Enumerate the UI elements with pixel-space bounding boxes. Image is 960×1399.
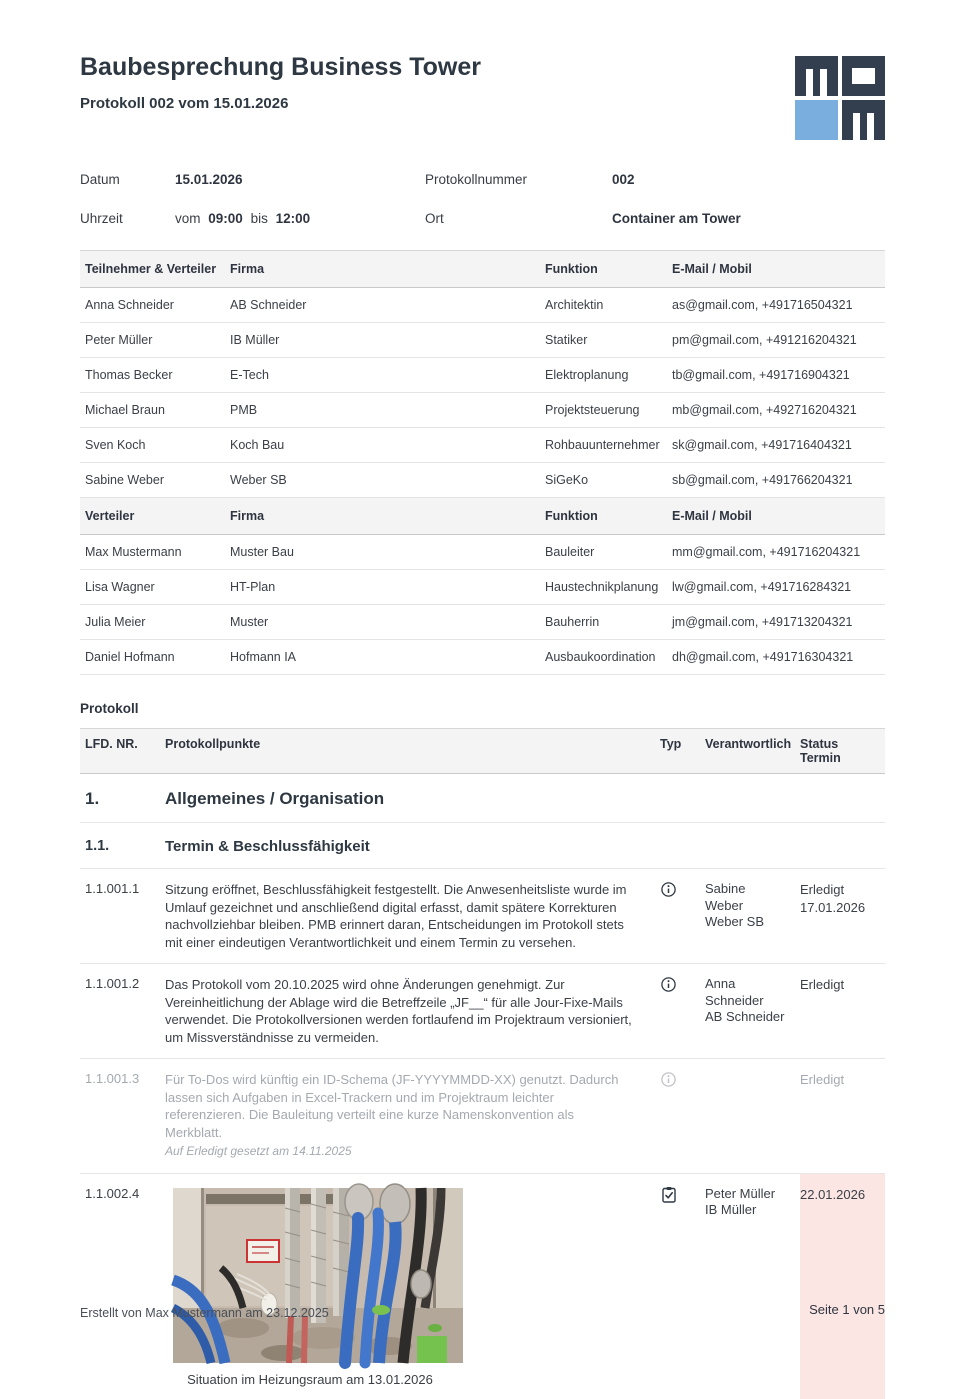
uhrzeit-value xyxy=(175,211,425,226)
item-status-cell xyxy=(800,1174,885,1399)
col-header-punkte: Protokollpunkte xyxy=(165,737,261,751)
item-number: 1.1.002.4 xyxy=(85,1185,140,1201)
col-header-lfd-nr: LFD. NR. xyxy=(85,737,138,751)
meta-row-date xyxy=(80,172,885,187)
status-text: Erledigt xyxy=(800,882,845,897)
table-row xyxy=(80,535,885,570)
item-number: 1.1.001.1 xyxy=(85,881,140,896)
col-header-firma: Firma xyxy=(230,262,265,276)
distribution-email: jm@gmail.com, +491713204321 xyxy=(672,615,853,629)
table-row xyxy=(80,428,885,463)
distribution-name: Lisa Wagner xyxy=(85,580,155,594)
participant-firma: E-Tech xyxy=(230,368,269,382)
subsection-title: Termin & Beschlussfähigkeit xyxy=(165,838,370,855)
participant-funktion: Elektroplanung xyxy=(545,368,629,382)
item-typ-cell xyxy=(660,964,705,1058)
meta-section xyxy=(80,172,885,226)
termin-text: 22.01.2026 xyxy=(800,1186,866,1202)
photo-caption: Situation im Heizungsraum am 13.01.2026 xyxy=(187,1371,433,1387)
distribution-table-header xyxy=(80,498,885,535)
participant-email: tb@gmail.com, +491716904321 xyxy=(672,368,850,382)
participant-funktion: Projektsteuerung xyxy=(545,403,640,417)
section-title: Allgemeines / Organisation xyxy=(165,789,385,808)
responsible-firm: AB Schneider xyxy=(705,1009,785,1024)
col-header-name: Teilnehmer & Verteiler xyxy=(85,262,217,276)
uhrzeit-vom-label: vom xyxy=(175,211,201,226)
ort-label: Ort xyxy=(425,211,444,226)
protocol-heading: Protokoll xyxy=(80,701,139,716)
participant-name: Thomas Becker xyxy=(85,368,173,382)
item-status-note: Auf Erledigt gesetzt am 14.11.2025 xyxy=(165,1144,352,1158)
responsible-name: Anna Schneider xyxy=(705,976,764,1008)
col-header-verantwortlich: Verantwortlich xyxy=(705,737,792,751)
distribution-email: lw@gmail.com, +491716284321 xyxy=(672,580,852,594)
responsible-name: Peter Müller xyxy=(705,1185,776,1201)
termin-text: 17.01.2026 xyxy=(800,899,866,915)
distribution-email: mm@gmail.com, +491716204321 xyxy=(672,545,861,559)
participant-funktion: Statiker xyxy=(545,333,588,347)
participants-table xyxy=(80,250,885,675)
protocol-item-row xyxy=(80,1059,885,1174)
participants-table-header xyxy=(80,251,885,288)
participant-email: sk@gmail.com, +491716404321 xyxy=(672,438,852,452)
item-responsible xyxy=(705,869,800,963)
item-status-cell xyxy=(800,1059,885,1173)
uhrzeit-von-value: 09:00 xyxy=(208,211,243,226)
item-status-cell xyxy=(800,869,885,963)
company-logo xyxy=(795,56,885,140)
participant-name: Sven Koch xyxy=(85,438,146,452)
protokollnummer-label: Protokollnummer xyxy=(425,172,528,187)
uhrzeit-label: Uhrzeit xyxy=(80,211,123,226)
item-responsible xyxy=(705,964,800,1058)
logo-blue-tile-icon xyxy=(795,100,838,140)
participant-firma: AB Schneider xyxy=(230,298,307,312)
participant-firma: PMB xyxy=(230,403,258,417)
col-header-status: Status xyxy=(800,737,839,751)
participant-email: mb@gmail.com, +492716204321 xyxy=(672,403,857,417)
logo-ring-tile-icon xyxy=(842,56,885,96)
col-header-funktion: Funktion xyxy=(545,262,598,276)
distribution-firma: Hofmann IA xyxy=(230,650,297,664)
col-header-termin: Termin xyxy=(800,751,841,765)
logo-m-tile-icon xyxy=(795,56,838,96)
status-text: Erledigt xyxy=(800,977,845,992)
protocol-item-row xyxy=(80,964,885,1059)
distribution-funktion: Bauherrin xyxy=(545,615,600,629)
item-text-body: Für To-Dos wird künftig ein ID-Schema (JF-YYYYMMDD-XX) genutzt. Dadurch lassen sich Aufgaben in Excel-Trackern und im Projektraum leichter referenzieren. Die Bauleitung verteilt eine kurze Namenskonvention als Merkblatt. xyxy=(165,1072,619,1140)
col-header-email: E-Mail / Mobil xyxy=(672,509,752,523)
item-typ-cell xyxy=(660,869,705,963)
participant-firma: Koch Bau xyxy=(230,438,285,452)
footer-page-number: Seite 1 von 5 xyxy=(809,1302,885,1317)
table-row xyxy=(80,640,885,675)
participant-email: pm@gmail.com, +491216204321 xyxy=(672,333,857,347)
item-number: 1.1.001.2 xyxy=(85,976,140,991)
uhrzeit-bis-value: 12:00 xyxy=(275,211,311,226)
item-text xyxy=(165,1059,660,1173)
distribution-funktion: Haustechnikplanung xyxy=(545,580,659,594)
status-text: Erledigt xyxy=(800,1072,845,1087)
header-text xyxy=(80,54,481,112)
distribution-firma: Muster xyxy=(230,615,269,629)
participant-email: sb@gmail.com, +491766204321 xyxy=(672,473,853,487)
protokollnummer-value: 002 xyxy=(612,172,635,187)
col-header-firma: Firma xyxy=(230,509,265,523)
table-row xyxy=(80,288,885,323)
meta-row-time xyxy=(80,211,885,226)
table-row xyxy=(80,323,885,358)
participant-name: Michael Braun xyxy=(85,403,165,417)
subsection-number: 1.1. xyxy=(85,838,110,854)
participant-funktion: Architektin xyxy=(545,298,604,312)
protocol-table-header xyxy=(80,729,885,774)
logo-m-tile-icon xyxy=(842,100,885,140)
document-header xyxy=(80,54,885,140)
page-title: Baubesprechung Business Tower xyxy=(80,53,482,81)
info-icon xyxy=(660,881,677,898)
section-row xyxy=(80,774,885,823)
distribution-name: Max Mustermann xyxy=(85,545,182,559)
participant-name: Anna Schneider xyxy=(85,298,174,312)
item-number: 1.1.001.3 xyxy=(85,1071,140,1086)
table-row xyxy=(80,463,885,498)
section-number: 1. xyxy=(85,789,100,808)
distribution-firma: Muster Bau xyxy=(230,545,294,559)
participant-name: Peter Müller xyxy=(85,333,153,347)
responsible-firm: Weber SB xyxy=(705,914,765,929)
item-text: Das Protokoll vom 20.10.2025 wird ohne Änderungen genehmigt. Zur Vereinheitlichung der Ablage wird die Betreffzeile „JF__“ für alle Jour-Fixe-Mails verwendet. Die Protokollversionen werden fortlaufend im Projektraum versioniert, um Missverständnisse zu vermeiden. xyxy=(165,977,632,1045)
col-header-typ: Typ xyxy=(660,737,682,751)
item-photo-cell xyxy=(165,1174,660,1399)
page-subtitle: Protokoll 002 vom 15.01.2026 xyxy=(80,94,289,112)
distribution-funktion: Ausbaukoordination xyxy=(545,650,656,664)
footer-created-by: Erstellt von Max Mustermann am 23.12.2025 xyxy=(80,1306,329,1320)
table-row xyxy=(80,570,885,605)
participant-funktion: Rohbauunternehmer xyxy=(545,438,660,452)
participant-name: Sabine Weber xyxy=(85,473,164,487)
task-check-icon xyxy=(660,1186,678,1204)
uhrzeit-bis-label: bis xyxy=(250,211,268,226)
participant-funktion: SiGeKo xyxy=(545,473,589,487)
table-row xyxy=(80,358,885,393)
ort-value: Container am Tower xyxy=(612,211,741,226)
subsection-row xyxy=(80,823,885,869)
col-header-email: E-Mail / Mobil xyxy=(672,262,752,276)
item-responsible xyxy=(705,1059,800,1173)
col-header-funktion: Funktion xyxy=(545,509,598,523)
participant-firma: IB Müller xyxy=(230,333,280,347)
protocol-item-row xyxy=(80,1174,885,1399)
info-icon xyxy=(660,1071,677,1088)
datum-value: 15.01.2026 xyxy=(175,172,243,187)
responsible-name: Sabine Weber xyxy=(705,881,746,913)
info-icon xyxy=(660,976,677,993)
responsible-firm: IB Müller xyxy=(705,1202,757,1217)
participant-email: as@gmail.com, +491716504321 xyxy=(672,298,853,312)
protocol-item-row xyxy=(80,869,885,964)
item-typ-cell xyxy=(660,1174,705,1399)
participant-firma: Weber SB xyxy=(230,473,287,487)
distribution-name: Julia Meier xyxy=(85,615,146,629)
item-typ-cell xyxy=(660,1059,705,1173)
datum-label: Datum xyxy=(80,172,120,187)
item-text: Sitzung eröffnet, Beschlussfähigkeit festgestellt. Die Anwesenheitsliste wurde im Umlauf gezeichnet und anschließend digital erfasst, damit spätere Korrekturen nachvollziehbar bleiben. PMB erinnert daran, Entscheidungen im Protokoll stets mit einer eindeutigen Verantwortlichkeit und einem Termin zu versehen. xyxy=(165,882,627,950)
distribution-name: Daniel Hofmann xyxy=(85,650,175,664)
item-status-cell xyxy=(800,964,885,1058)
protocol-table xyxy=(80,728,885,1399)
heating-room-photo xyxy=(173,1188,463,1363)
table-row xyxy=(80,605,885,640)
item-responsible xyxy=(705,1174,800,1399)
col-header-name: Verteiler xyxy=(85,509,135,523)
distribution-funktion: Bauleiter xyxy=(545,545,595,559)
table-row xyxy=(80,393,885,428)
distribution-email: dh@gmail.com, +491716304321 xyxy=(672,650,854,664)
distribution-firma: HT-Plan xyxy=(230,580,276,594)
col-header-status-termin xyxy=(800,729,885,773)
